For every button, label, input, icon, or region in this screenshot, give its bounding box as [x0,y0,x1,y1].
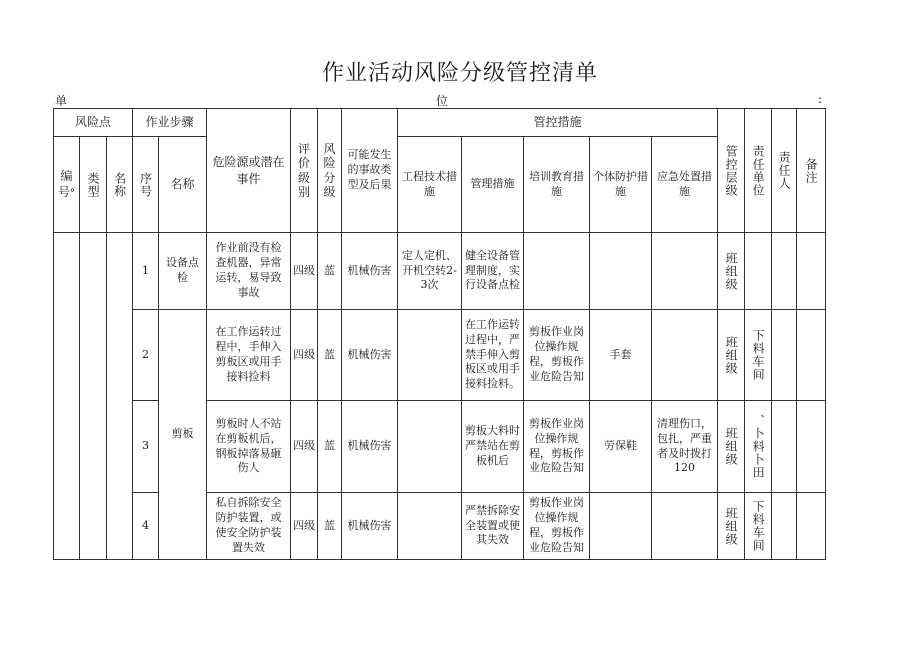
cell-step: 剪板 [159,310,207,560]
cell-management: 健全设备管理制度，实行设备点检 [462,233,524,310]
header-row-1 [54,109,826,137]
cell-management: 剪板大料时严禁站在剪板机后 [462,401,524,493]
cell-resp-person [772,401,797,493]
header-type: 类型 [80,137,107,233]
cell-resp-unit: 下料车间 [745,310,772,401]
cell-engineering [398,401,462,493]
header-control-measures: 管控措施 [398,109,718,137]
cell-hazard: 作业前没有检 查机器，异常 运转，易导致 事故 [207,233,291,310]
header-control-level: 管控层级 [718,109,745,233]
header-resp-person: 责任人 [772,109,797,233]
header-step-name: 名称 [159,137,207,233]
cell-hazard: 在工作运转过 程中，手伸入 剪板区或用手 接料捡料 [207,310,291,401]
cell-risk: 蓝 [318,493,342,560]
header-training: 培训教育措施 [524,137,590,233]
cell-ppe: 劳保鞋 [590,401,652,493]
cell-control-level: 班组级 [718,233,745,310]
cell-risk: 蓝 [318,401,342,493]
cell-training: 剪板作业岗位操作规程，剪板作业危险告知 [524,401,590,493]
cell-name [107,233,133,560]
cell-rating: 四级 [291,493,318,560]
cell-resp-person [772,493,797,560]
cell-step: 设备点检 [159,233,207,310]
cell-ppe: 手套 [590,310,652,401]
cell-remark [797,401,826,493]
cell-engineering: 定人定机、开机空转2-3次 [398,233,462,310]
cell-hazard: 剪板时人不站 在剪板机后， 钢板掉落易砸 伤人 [207,401,291,493]
header-remark: 备注 [797,109,826,233]
cell-seq: 3 [133,401,159,493]
risk-control-table [53,108,826,560]
cell-control-level: 班组级 [718,493,745,560]
table-row [54,233,826,310]
cell-training: 剪板作业岗位操作规程，剪板作业危险告知 [524,493,590,560]
cell-seq: 1 [133,233,159,310]
header-hazard: 危险源或潜在 事件 [207,109,291,233]
cell-training [524,233,590,310]
header-seq: 序号 [133,137,159,233]
cell-resp-unit: 下料车间 [745,493,772,560]
cell-ppe [590,493,652,560]
header-emergency: 应急处置措施 [652,137,718,233]
colon-label: : [818,92,823,106]
header-consequence: 可能发生的事故类型及后果 [342,109,398,233]
cell-number [54,233,80,560]
cell-consequence: 机械伤害 [342,493,398,560]
cell-control-level: 班组级 [718,401,745,493]
cell-seq: 4 [133,493,159,560]
cell-consequence: 机械伤害 [342,310,398,401]
table-row [54,310,826,401]
cell-resp-person [772,310,797,401]
cell-ppe [590,233,652,310]
cell-rating: 四级 [291,401,318,493]
cell-remark [797,493,826,560]
cell-rating: 四级 [291,233,318,310]
cell-management: 严禁拆除安全装置或使其失效 [462,493,524,560]
header-work-step: 作业步骤 [133,109,207,137]
cell-risk: 蓝 [318,233,342,310]
cell-resp-unit: 、卜料卜田 [745,401,772,493]
cell-hazard: 私自拆除安全 防护装置，或 使安全防护装 置失效 [207,493,291,560]
cell-engineering [398,493,462,560]
cell-consequence: 机械伤害 [342,233,398,310]
cell-resp-person [772,233,797,310]
header-rating-level: 评价级别 [291,109,318,233]
position-label: 位 [436,94,449,108]
cell-management: 在工作运转过程中，严禁手伸入剪板区或用手接料捡料。 [462,310,524,401]
cell-resp-unit [745,233,772,310]
cell-remark [797,310,826,401]
cell-risk: 蓝 [318,310,342,401]
header-row-2 [54,137,826,233]
cell-remark [797,233,826,310]
cell-emergency [652,493,718,560]
cell-emergency [652,310,718,401]
cell-type [80,233,107,560]
cell-seq: 2 [133,310,159,401]
header-management: 管理措施 [462,137,524,233]
header-ppe: 个体防护措施 [590,137,652,233]
cell-emergency: 清理伤口，包扎，严重者及时拨打120 [652,401,718,493]
cell-consequence: 机械伤害 [342,401,398,493]
header-number: 编号° [54,137,80,233]
header-risk-point: 风险点 [54,109,133,137]
header-engineering: 工程技术措施 [398,137,462,233]
cell-training: 剪板作业岗位操作规程，剪板作业危险告知 [524,310,590,401]
header-name: 名称 [107,137,133,233]
cell-rating: 四级 [291,310,318,401]
header-risk-level: 风险分级 [318,109,342,233]
cell-emergency [652,233,718,310]
page-title: 作业活动风险分级管控清单 [321,61,598,86]
header-resp-unit: 责任单位 [745,109,772,233]
cell-control-level: 班组级 [718,310,745,401]
cell-engineering [398,310,462,401]
unit-label: 单 [55,94,68,108]
